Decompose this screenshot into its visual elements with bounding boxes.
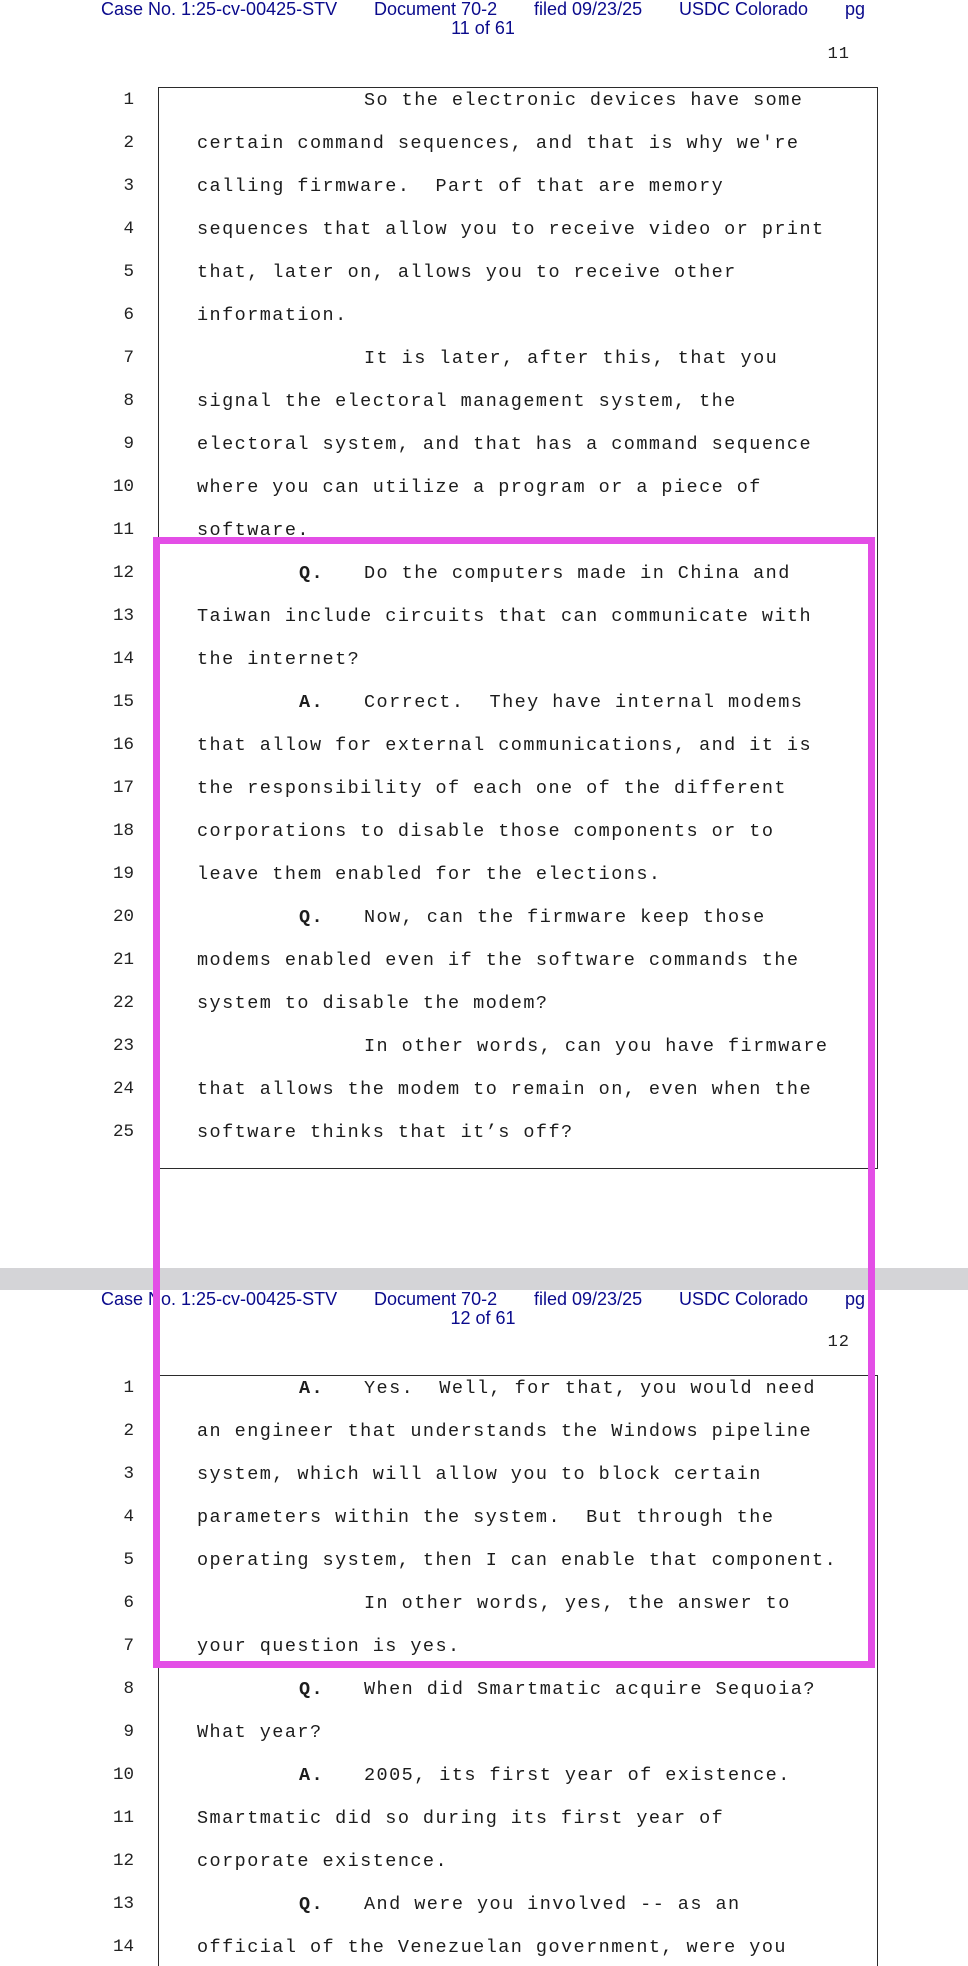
line-text: sequences that allow you to receive video or print: [197, 219, 825, 240]
line-number: 17: [112, 778, 134, 798]
transcript-line: [0, 595, 968, 638]
line-number: 5: [123, 262, 134, 282]
speaker-marker: A.: [299, 692, 325, 713]
line-text: It is later, after this, that you: [364, 348, 779, 369]
transcript-line: [0, 896, 968, 939]
court-name: USDC Colorado: [679, 1289, 809, 1309]
line-number: 14: [112, 1937, 134, 1957]
line-content: 2005, its first year of existence.: [364, 1765, 791, 1786]
line-text: In other words, can you have firmware: [364, 1036, 829, 1057]
transcript-line: [0, 939, 968, 982]
filed-date: filed 09/23/25: [534, 0, 643, 19]
line-number: 14: [112, 649, 134, 669]
filed-date: filed 09/23/25: [534, 1289, 643, 1309]
line-number: 20: [112, 907, 134, 927]
transcript-line: [0, 724, 968, 767]
line-number: 25: [112, 1122, 134, 1142]
transcript-line: [0, 552, 968, 595]
line-text: [299, 1668, 816, 1711]
page-number: 11: [827, 45, 850, 64]
transcript-line: [0, 1367, 968, 1410]
line-number: 10: [112, 1765, 134, 1785]
line-number: 13: [112, 606, 134, 626]
speaker-marker: A.: [299, 1765, 325, 1786]
transcript-page-12: [0, 1290, 968, 1966]
line-text: system, which will allow you to block certain: [197, 1464, 762, 1485]
line-content: Yes. Well, for that, you would need: [364, 1378, 816, 1399]
line-text: that, later on, allows you to receive other: [197, 262, 737, 283]
line-number: 1: [123, 90, 134, 110]
transcript-line: [0, 1840, 968, 1883]
line-text: certain command sequences, and that is why we're: [197, 133, 800, 154]
transcript-line: [0, 1625, 968, 1668]
line-text: software thinks that it’s off?: [197, 1122, 574, 1143]
transcript-line: [0, 982, 968, 1025]
page-separator: [0, 1268, 968, 1290]
line-text: Smartmatic did so during its first year of: [197, 1808, 725, 1829]
case-header-line: [101, 0, 865, 19]
line-number: 22: [112, 993, 134, 1013]
transcript-line: [0, 380, 968, 423]
line-number: 7: [123, 348, 134, 368]
transcript-line: [0, 638, 968, 681]
transcript-line: [0, 1668, 968, 1711]
line-text: modems enabled even if the software commands the: [197, 950, 800, 971]
line-content: Correct. They have internal modems: [364, 692, 804, 713]
case-header-line: [101, 1290, 865, 1309]
transcript-line: [0, 853, 968, 896]
line-text: system to disable the modem?: [197, 993, 549, 1014]
line-number: 2: [123, 1421, 134, 1441]
line-content: When did Smartmatic acquire Sequoia?: [364, 1679, 816, 1700]
transcript-line: [0, 466, 968, 509]
document-number: Document 70-2: [374, 0, 498, 19]
line-number: 23: [112, 1036, 134, 1056]
line-number: 24: [112, 1079, 134, 1099]
transcript-line: [0, 1926, 968, 1966]
line-text: leave them enabled for the elections.: [197, 864, 662, 885]
transcript-line: [0, 1410, 968, 1453]
line-number: 12: [112, 563, 134, 583]
line-number: 3: [123, 176, 134, 196]
line-text: [299, 681, 803, 724]
line-number: 6: [123, 1593, 134, 1613]
transcript-line: [0, 165, 968, 208]
transcript-line: [0, 1111, 968, 1154]
transcript-line: [0, 810, 968, 853]
line-number: 19: [112, 864, 134, 884]
line-number: 11: [112, 1808, 134, 1828]
pg-label: pg: [844, 1289, 865, 1309]
line-content: And were you involved -- as an: [364, 1894, 741, 1915]
line-number: 2: [123, 133, 134, 153]
transcript-line: [0, 294, 968, 337]
transcript-line: [0, 208, 968, 251]
line-text: signal the electoral management system, the: [197, 391, 737, 412]
line-number: 3: [123, 1464, 134, 1484]
line-number: 8: [123, 1679, 134, 1699]
line-text: the internet?: [197, 649, 361, 670]
line-number: 9: [123, 434, 134, 454]
line-number: 16: [112, 735, 134, 755]
speaker-marker: A.: [299, 1378, 325, 1399]
line-text: In other words, yes, the answer to: [364, 1593, 791, 1614]
transcript-line: [0, 767, 968, 810]
case-number: Case No. 1:25-cv-00425-STV: [101, 0, 338, 19]
case-number: Case No. 1:25-cv-00425-STV: [101, 1289, 338, 1309]
speaker-marker: Q.: [299, 1894, 325, 1915]
line-text: [299, 896, 766, 939]
line-number: 18: [112, 821, 134, 841]
line-text: electoral system, and that has a command sequence: [197, 434, 813, 455]
line-number: 4: [123, 219, 134, 239]
line-text: software.: [197, 520, 310, 541]
line-text: information.: [197, 305, 348, 326]
line-number: 10: [112, 477, 134, 497]
transcript-line: [0, 1068, 968, 1111]
transcript-line: [0, 79, 968, 122]
transcript-line: [0, 423, 968, 466]
line-content: Do the computers made in China and: [364, 563, 791, 584]
line-text: an engineer that understands the Windows pipeline: [197, 1421, 813, 1442]
line-number: 21: [112, 950, 134, 970]
speaker-marker: Q.: [299, 563, 325, 584]
speaker-marker: Q.: [299, 1679, 325, 1700]
line-number: 15: [112, 692, 134, 712]
line-content: Now, can the firmware keep those: [364, 907, 766, 928]
line-text: What year?: [197, 1722, 323, 1743]
line-text: that allows the modem to remain on, even when the: [197, 1079, 813, 1100]
line-text: that allow for external communications, and it is: [197, 735, 813, 756]
transcript-line: [0, 1496, 968, 1539]
transcript-line: [0, 1453, 968, 1496]
transcript-line: [0, 1582, 968, 1625]
line-text: corporations to disable those components or to: [197, 821, 775, 842]
transcript-line: [0, 122, 968, 165]
transcript-line: [0, 337, 968, 380]
line-number: 8: [123, 391, 134, 411]
line-text: [299, 552, 791, 595]
pg-label: pg: [844, 0, 865, 19]
line-text: [299, 1883, 741, 1926]
speaker-marker: Q.: [299, 907, 325, 928]
line-text: the responsibility of each one of the different: [197, 778, 787, 799]
transcript-line: [0, 1539, 968, 1582]
line-text: official of the Venezuelan government, were you: [197, 1937, 787, 1958]
line-text: parameters within the system. But through the: [197, 1507, 775, 1528]
transcript-line: [0, 681, 968, 724]
line-text: your question is yes.: [197, 1636, 461, 1657]
transcript-line: [0, 1883, 968, 1926]
transcript-line: [0, 1025, 968, 1068]
line-number: 11: [112, 520, 134, 540]
court-name: USDC Colorado: [679, 0, 809, 19]
line-number: 6: [123, 305, 134, 325]
line-text: corporate existence.: [197, 1851, 449, 1872]
line-text: Taiwan include circuits that can communicate with: [197, 606, 813, 627]
line-number: 12: [112, 1851, 134, 1871]
document-number: Document 70-2: [374, 1289, 498, 1309]
line-text: [299, 1367, 816, 1410]
transcript-line: [0, 1711, 968, 1754]
transcript-line: [0, 1754, 968, 1797]
line-number: 4: [123, 1507, 134, 1527]
line-number: 1: [123, 1378, 134, 1398]
line-number: 13: [112, 1894, 134, 1914]
transcript-line: [0, 509, 968, 552]
line-text: calling firmware. Part of that are memory: [197, 176, 725, 197]
page-of-total: 11 of 61: [451, 18, 515, 38]
line-text: [299, 1754, 791, 1797]
case-header: [101, 0, 865, 38]
line-text: So the electronic devices have some: [364, 90, 804, 111]
page-number: 12: [827, 1333, 850, 1352]
line-number: 9: [123, 1722, 134, 1742]
case-header: [101, 1290, 865, 1328]
line-text: operating system, then I can enable that component.: [197, 1550, 838, 1571]
line-number: 7: [123, 1636, 134, 1656]
line-text: where you can utilize a program or a piece of: [197, 477, 762, 498]
transcript-line: [0, 1797, 968, 1840]
line-number: 5: [123, 1550, 134, 1570]
page-of-total: 12 of 61: [450, 1308, 516, 1328]
transcript-line: [0, 251, 968, 294]
